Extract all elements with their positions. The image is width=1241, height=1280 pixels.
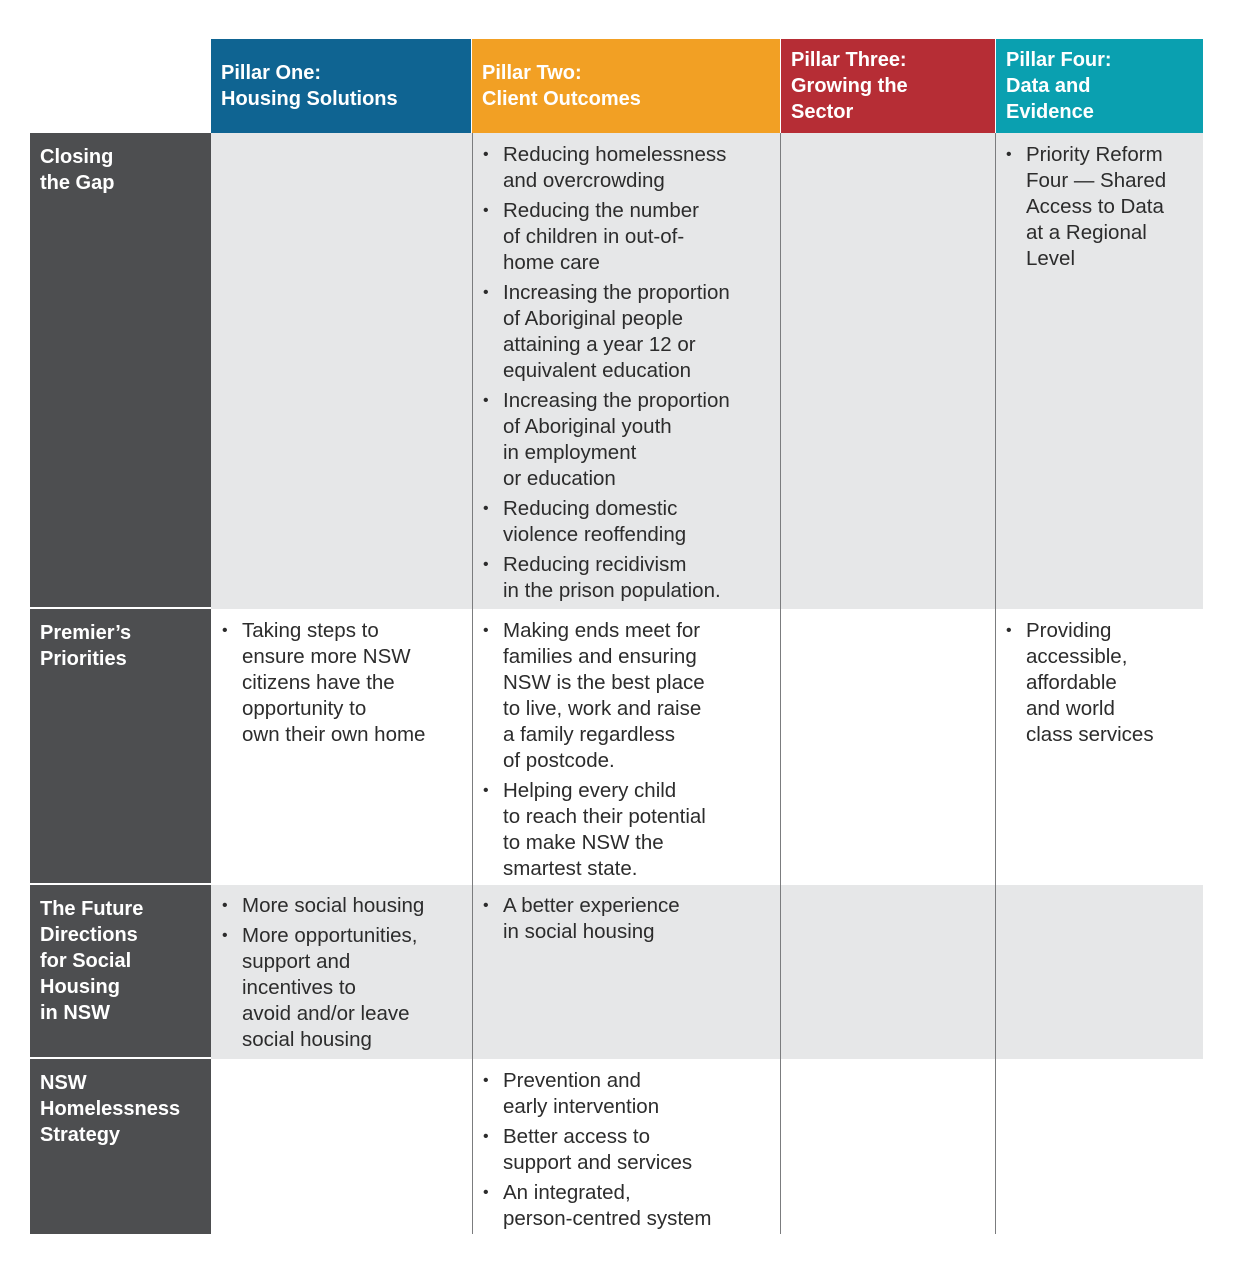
header-line: Data and xyxy=(1006,75,1091,97)
list-item-line: and overcrowding xyxy=(503,169,665,192)
list-item-line: • Reducing homelessness xyxy=(503,143,727,166)
row-label-line: the Gap xyxy=(40,172,115,194)
list-item-line: or education xyxy=(503,467,616,490)
list-item-line: • Prevention and xyxy=(503,1069,641,1092)
bullet-list xyxy=(222,893,472,1053)
list-item xyxy=(483,618,780,774)
list-item xyxy=(483,778,780,882)
list-item xyxy=(483,1068,780,1120)
list-item xyxy=(483,1124,780,1176)
list-item-line: support and services xyxy=(503,1151,693,1174)
list-item-line: early intervention xyxy=(503,1095,660,1118)
bullet-list xyxy=(222,618,472,748)
bullet-list xyxy=(483,618,780,882)
header-pillar-two xyxy=(472,39,781,133)
list-item-line: Level xyxy=(1026,247,1076,270)
list-item-line: NSW is the best place xyxy=(503,671,705,694)
list-item-line: in employment xyxy=(503,441,637,464)
header-line: Pillar One: xyxy=(221,62,322,84)
list-item-line: • Reducing recidivism xyxy=(503,553,687,576)
list-item-line: • A better experience xyxy=(503,894,680,917)
list-item xyxy=(483,893,780,945)
list-item xyxy=(483,280,780,384)
list-item-line: home care xyxy=(503,251,600,274)
list-item-line: ensure more NSW xyxy=(242,645,411,668)
list-item-line: Four — Shared xyxy=(1026,169,1167,192)
list-item-line: • Taking steps to xyxy=(242,619,379,642)
list-item-line: of Aboriginal youth xyxy=(503,415,672,438)
list-item-line: a family regardless xyxy=(503,723,676,746)
list-item-line: Access to Data xyxy=(1026,195,1164,218)
bullet-list xyxy=(483,893,780,945)
bullet-list xyxy=(1006,618,1203,748)
table-cell xyxy=(483,618,780,886)
list-item xyxy=(483,198,780,276)
list-item-line: support and xyxy=(242,950,351,973)
list-item xyxy=(483,552,780,604)
table-cell xyxy=(1006,618,1203,752)
row-label-premiers-priorities xyxy=(30,609,211,885)
list-item-line: • Priority Reform xyxy=(1026,143,1163,166)
list-item-line: to reach their potential xyxy=(503,805,706,828)
list-item-line: citizens have the xyxy=(242,671,395,694)
list-item-line: person-centred system xyxy=(503,1207,712,1230)
list-item xyxy=(483,388,780,492)
list-item xyxy=(483,1180,780,1232)
list-item-line: of children in out-of- xyxy=(503,225,685,248)
header-line: Pillar Four: xyxy=(1006,49,1112,71)
header-line: Evidence xyxy=(1006,101,1094,123)
bullet-list xyxy=(483,142,780,604)
list-item-line: incentives to xyxy=(242,976,356,999)
row-label-line: Closing xyxy=(40,146,114,168)
table-cell xyxy=(483,142,780,608)
list-item xyxy=(222,618,472,748)
list-item-line: at a Regional xyxy=(1026,221,1147,244)
list-item-line: of Aboriginal people xyxy=(503,307,684,330)
header-pillar-four xyxy=(996,39,1203,133)
bullet-list xyxy=(483,1068,780,1232)
list-item-line: social housing xyxy=(242,1028,372,1051)
list-item xyxy=(1006,618,1203,748)
column-divider xyxy=(995,133,996,1234)
list-item xyxy=(222,893,472,919)
row-label-line: in NSW xyxy=(40,1002,110,1024)
list-item xyxy=(483,142,780,194)
row-label-line: for Social xyxy=(40,950,132,972)
list-item-line: • Better access to xyxy=(503,1125,650,1148)
row-label-line: Premier’s xyxy=(40,622,132,644)
list-item-line: • More opportunities, xyxy=(242,924,418,947)
list-item-line: of postcode. xyxy=(503,749,615,772)
header-pillar-three xyxy=(781,39,996,133)
list-item-line: families and ensuring xyxy=(503,645,697,668)
column-divider xyxy=(780,133,781,1234)
list-item-line: in the prison population. xyxy=(503,579,721,602)
list-item-line: in social housing xyxy=(503,920,655,943)
header-line: Pillar Two: xyxy=(482,62,582,84)
list-item-line: • Increasing the proportion xyxy=(503,281,730,304)
list-item-line: • An integrated, xyxy=(503,1181,631,1204)
list-item-line: • Reducing the number xyxy=(503,199,700,222)
row-label-line: Housing xyxy=(40,976,120,998)
header-line: Client Outcomes xyxy=(482,88,641,110)
list-item-line: • Helping every child xyxy=(503,779,677,802)
row-label-line: NSW xyxy=(40,1072,87,1094)
list-item xyxy=(483,496,780,548)
row-label-closing-the-gap xyxy=(30,133,211,609)
list-item-line: to live, work and raise xyxy=(503,697,702,720)
list-item-line: • Reducing domestic xyxy=(503,497,678,520)
table-cell xyxy=(1006,142,1203,276)
table-cell xyxy=(483,893,780,949)
row-label-homelessness-strategy xyxy=(30,1059,211,1234)
row-label-line: The Future xyxy=(40,898,144,920)
list-item-line: accessible, xyxy=(1026,645,1128,668)
table-cell xyxy=(222,618,472,752)
list-item-line: • Providing xyxy=(1026,619,1112,642)
list-item-line: own their own home xyxy=(242,723,426,746)
list-item-line: attaining a year 12 or xyxy=(503,333,696,356)
list-item-line: to make NSW the xyxy=(503,831,664,854)
bullet-list xyxy=(1006,142,1203,272)
list-item-line: opportunity to xyxy=(242,697,367,720)
list-item-line: class services xyxy=(1026,723,1154,746)
list-item-line: • More social housing xyxy=(242,894,425,917)
header-line: Growing the xyxy=(791,75,908,97)
row-label-line: Directions xyxy=(40,924,138,946)
row-label-line: Strategy xyxy=(40,1124,121,1146)
list-item xyxy=(222,923,472,1053)
table-cell xyxy=(483,1068,780,1236)
row-label-line: Homelessness xyxy=(40,1098,181,1120)
row-label-line: Priorities xyxy=(40,648,127,670)
list-item-line: • Making ends meet for xyxy=(503,619,701,642)
header-line: Pillar Three: xyxy=(791,49,907,71)
list-item xyxy=(1006,142,1203,272)
list-item-line: avoid and/or leave xyxy=(242,1002,410,1025)
list-item-line: and world xyxy=(1026,697,1115,720)
row-label-future-directions xyxy=(30,885,211,1059)
header-line: Housing Solutions xyxy=(221,88,398,110)
header-pillar-one xyxy=(211,39,472,133)
column-divider xyxy=(472,133,473,1234)
table-cell xyxy=(222,893,472,1057)
list-item-line: affordable xyxy=(1026,671,1117,694)
list-item-line: violence reoffending xyxy=(503,523,687,546)
list-item-line: • Increasing the proportion xyxy=(503,389,730,412)
list-item-line: smartest state. xyxy=(503,857,638,880)
header-line: Sector xyxy=(791,101,854,123)
list-item-line: equivalent education xyxy=(503,359,692,382)
